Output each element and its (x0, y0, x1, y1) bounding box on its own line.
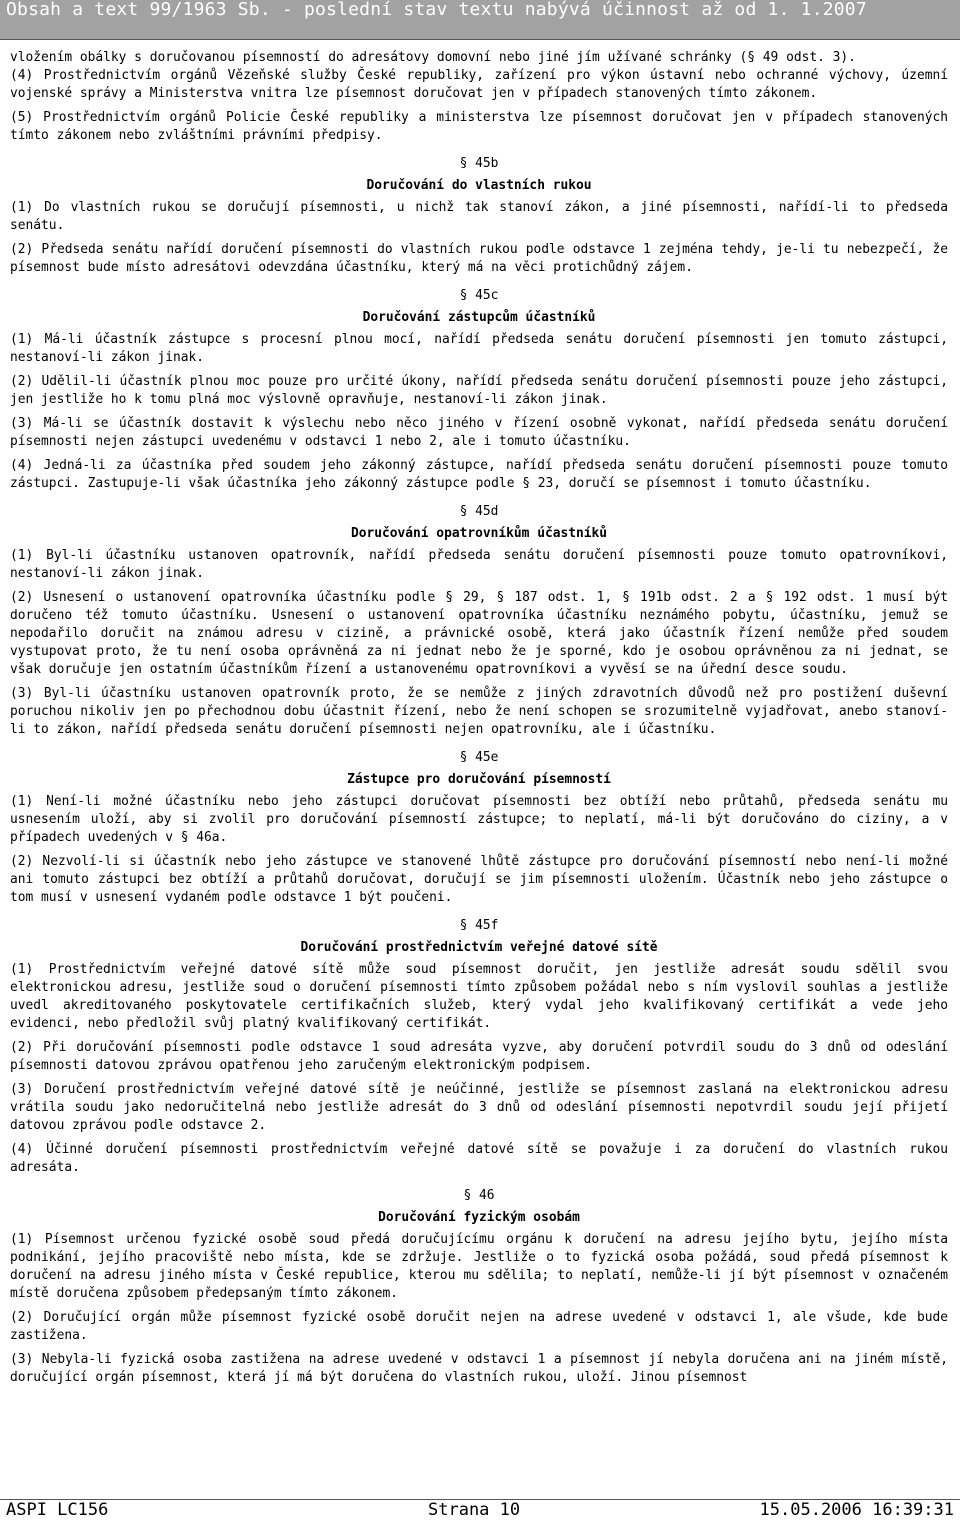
footer-source: ASPI LC156 (6, 1500, 109, 1520)
paragraph: (2) Udělil-li účastník plnou moc pouze pro určité úkony, nařídí předseda senátu doručení písemnosti pouze jeho zástupci, jen jestliže ho k tomu plná moc výslovně opravňuje, nestanoví-li zákon jinak. (10, 374, 948, 407)
header-divider (0, 39, 960, 40)
paragraph: (1) Byl-li účastníku ustanoven opatrovník, nařídí předseda senátu doručení písemnosti pouze tomuto opatrovníkovi, nestanoví-li zákon jinak. (10, 548, 948, 581)
section-number: § 45d (459, 504, 499, 519)
paragraph: (1) Do vlastních rukou se doručují písemnosti, u nichž tak stanoví zákon, a jiné písemnosti, nařídí-li to předseda senátu. (10, 200, 948, 233)
paragraph: (4) Účinné doručení písemnosti prostřednictvím veřejné datové sítě se považuje i za doručení do vlastních rukou adresáta. (10, 1142, 948, 1175)
section-title: Doručování zástupcům účastníků (362, 310, 596, 325)
paragraph: (2) Nezvolí-li si účastník nebo jeho zástupce ve stanovené lhůtě zástupce pro doručování písemností nebo není-li možné ani tomuto zástupci bez obtíží a průtahů doručovat, doručují se jim písemnosti uložením. Účastník nebo jeho zástupce o tom musí v usnesení vydaném podle odstavce 1 být poučeni. (10, 854, 948, 905)
paragraph: vložením obálky s doručovanou písemností do adresátovy domovní nebo jiné jím užívané schránky (§ 49 odst. 3). (10, 50, 856, 65)
paragraph: (2) Usnesení o ustanovení opatrovníka účastníku podle § 29, § 187 odst. 1, § 191b odst. 2 a § 192 odst. 1 musí být doručeno též tomuto účastníku. Usnesení o ustanovení opatrovníka účastníku neznámého pobytu, účastníku, jemuž se nepodařilo doručit na známou adresu v cizině, a právnické osobě, která jako účastník řízení nemůže před soudem vystupovat proto, že tu není osoba oprávněná za ni jednat nebo že je sporné, kdo je osobou oprávněnou za ni jednat, se však doručuje jen ostatním účastníkům řízení a ustanovenému opatrovníkovi a vyvěsí se na úřední desce soudu. (10, 590, 948, 677)
paragraph: (1) Není-li možné účastníku nebo jeho zástupci doručovat písemnosti bez obtíží nebo průtahů, předseda senátu mu usnesením uloží, aby si zvolil pro doručování písemností zástupce; to neplatí, má-li být doručováno do ciziny, a v případech uvedených v § 46a. (10, 794, 948, 845)
section-heading (10, 155, 948, 195)
section-title: Zástupce pro doručování písemností (347, 772, 611, 787)
section-heading (10, 749, 948, 789)
paragraph: (1) Má-li účastník zástupce s procesní plnou mocí, nařídí předseda senátu doručení písemnosti jen tomuto zástupci, nestanoví-li zákon jinak. (10, 332, 948, 365)
section-number: § 45f (459, 918, 499, 933)
paragraph: (3) Doručení prostřednictvím veřejné datové sítě je neúčinné, jestliže se písemnost zaslaná na elektronickou adresu vrátila soudu jako nedoručitelná nebo jestliže adresát do 3 dnů od odeslání písemnosti nepotvrdil soudu její přijetí datovou zprávou podle odstavce 2. (10, 1082, 948, 1133)
section-heading (10, 287, 948, 327)
section-title: Doručování fyzickým osobám (378, 1210, 580, 1225)
paragraph: (1) Písemnost určenou fyzické osobě soud předá doručujícímu orgánu k doručení na adresu jejího bytu, jejího místa podnikání, jejího pracoviště nebo místa, kde se zdržuje. Jestliže o to fyzická osoba požádá, soud předá písemnost k doručení na adresu jiného místa v České republice, kterou mu sdělila; to neplatí, nemůže-li jí být písemnost v označeném místě doručena způsobem předepsaným tímto zákonem. (10, 1232, 948, 1301)
footer-timestamp: 15.05.2006 16:39:31 (759, 1500, 954, 1520)
section-heading (10, 1187, 948, 1227)
document-body (10, 49, 948, 1393)
page-number: Strana 10 (428, 1500, 521, 1520)
document-title: Obsah a text 99/1963 Sb. - poslední stav textu nabývá účinnost až od 1. 1.2007 (6, 0, 867, 20)
paragraph: (2) Doručující orgán může písemnost fyzické osobě doručit nejen na adrese uvedené v odstavci 1, ale všude, kde bude zastižena. (10, 1310, 948, 1343)
paragraph: (4) Prostřednictvím orgánů Vězeňské služby České republiky, zařízení pro výkon ústavní nebo ochranné výchovy, územní vojenské správy a Ministerstva vnitra lze písemnost doručovat jen v případech stanovených tímto zákonem. (10, 68, 948, 101)
paragraph: (3) Nebyla-li fyzická osoba zastižena na adrese uvedené v odstavci 1 a písemnost jí nebyla doručena ani na jiném místě, doručující orgán písemnost, která jí má být doručena do vlastních rukou, uloží. Jinou písemnost (10, 1352, 948, 1385)
paragraph: (3) Má-li se účastník dostavit k výslechu nebo něco jiného v řízení osobně vykonat, nařídí předseda senátu doručení písemnosti nejen zástupci uvedenému v odstavci 1 nebo 2, ale i tomuto účastníku. (10, 416, 948, 449)
section-number: § 45e (459, 750, 499, 765)
section-title: Doručování opatrovníkům účastníků (350, 526, 608, 541)
section-number: § 46 (463, 1188, 495, 1203)
page-header (0, 0, 960, 39)
paragraph: (5) Prostřednictvím orgánů Policie České republiky a ministerstva lze písemnost doručovat jen v případech stanovených tímto zákonem nebo zvláštními právními předpisy. (10, 110, 948, 143)
paragraph: (3) Byl-li účastníku ustanoven opatrovník proto, že se nemůže z jiných zdravotních důvodů než pro postižení duševní poruchou nikoliv jen po přechodnou dobu účastnit řízení, nebo že není schopen se srozumitelně vyjadřovat, anebo stanoví-li to zákon, nařídí předseda senátu doručení písemnosti nejen opatrovníku, ale i účastníku. (10, 686, 948, 737)
section-number: § 45b (459, 156, 499, 171)
section-heading (10, 503, 948, 543)
paragraph: (2) Předseda senátu nařídí doručení písemnosti do vlastních rukou podle odstavce 1 zejména tehdy, je-li tu nebezpečí, že písemnost bude místo adresátovi odevzdána účastníku, který má na věci protichůdný zájem. (10, 242, 948, 275)
paragraph: (1) Prostřednictvím veřejné datové sítě může soud písemnost doručit, jen jestliže adresát soudu sdělil svou elektronickou adresu, jestliže soud o doručení písemnosti tímto způsobem požádal nebo s ním vyslovil souhlas a jestliže uvedl akreditovaného poskytovatele certifikačních služeb, který vydal jeho kvalifikovaný certifikát a vede jeho evidenci, nebo předložil svůj platný kvalifikovaný certifikát. (10, 962, 948, 1031)
page-footer (0, 1500, 960, 1521)
section-title: Doručování do vlastních rukou (366, 178, 592, 193)
section-number: § 45c (459, 288, 499, 303)
section-title: Doručování prostřednictvím veřejné datové sítě (300, 940, 658, 955)
section-heading (10, 917, 948, 957)
paragraph: (4) Jedná-li za účastníka před soudem jeho zákonný zástupce, nařídí předseda senátu doručení písemnosti pouze tomuto zástupci. Zastupuje-li však účastníka jeho zákonný zástupce podle § 23, doručí se písemnost i tomuto účastníku. (10, 458, 948, 491)
paragraph: (2) Při doručování písemnosti podle odstavce 1 soud adresáta vyzve, aby doručení potvrdil soudu do 3 dnů od odeslání písemnosti datovou zprávou opatřenou jeho zaručeným elektronickým podpisem. (10, 1040, 948, 1073)
